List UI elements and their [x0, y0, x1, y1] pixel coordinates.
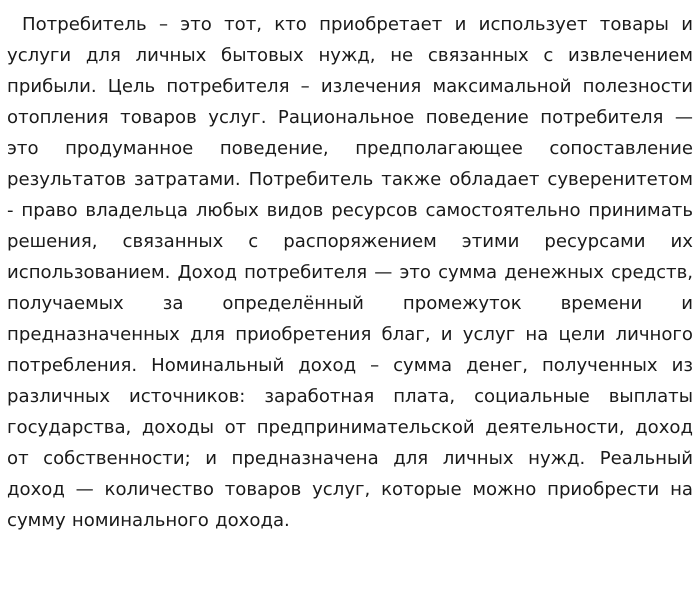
document-body [7, 9, 693, 536]
text-paragraph: Потребитель – это тот, кто приобретает и использует товары и услуги для личных бытовых нужд, не связанных с извлечением прибыли. Цель потребителя – излечения максимальной полезности отопления товаров услуг. Рациональное поведение потребителя — это продуманное поведение, предполагающее сопоставление результатов затратами. Потребитель также обладает суверенитетом - право владельца любых видов ресурсов самостоятельно принимать решения, связанных с распоряжением этими ресурсами их использованием. Доход потребителя — это сумма денежных средств, получаемых за определённый промежуток времени и предназначенных для приобретения благ, и услуг на цели личного потребления. Номинальный доход – сумма денег, полученных из различных источников: заработная плата, социальные выплаты государства, доходы от предпринимательской деятельности, доход от собственности; и предназначена для личных нужд. Реальный доход — количество товаров услуг, которые можно приобрести на сумму номинального дохода. [7, 14, 693, 531]
